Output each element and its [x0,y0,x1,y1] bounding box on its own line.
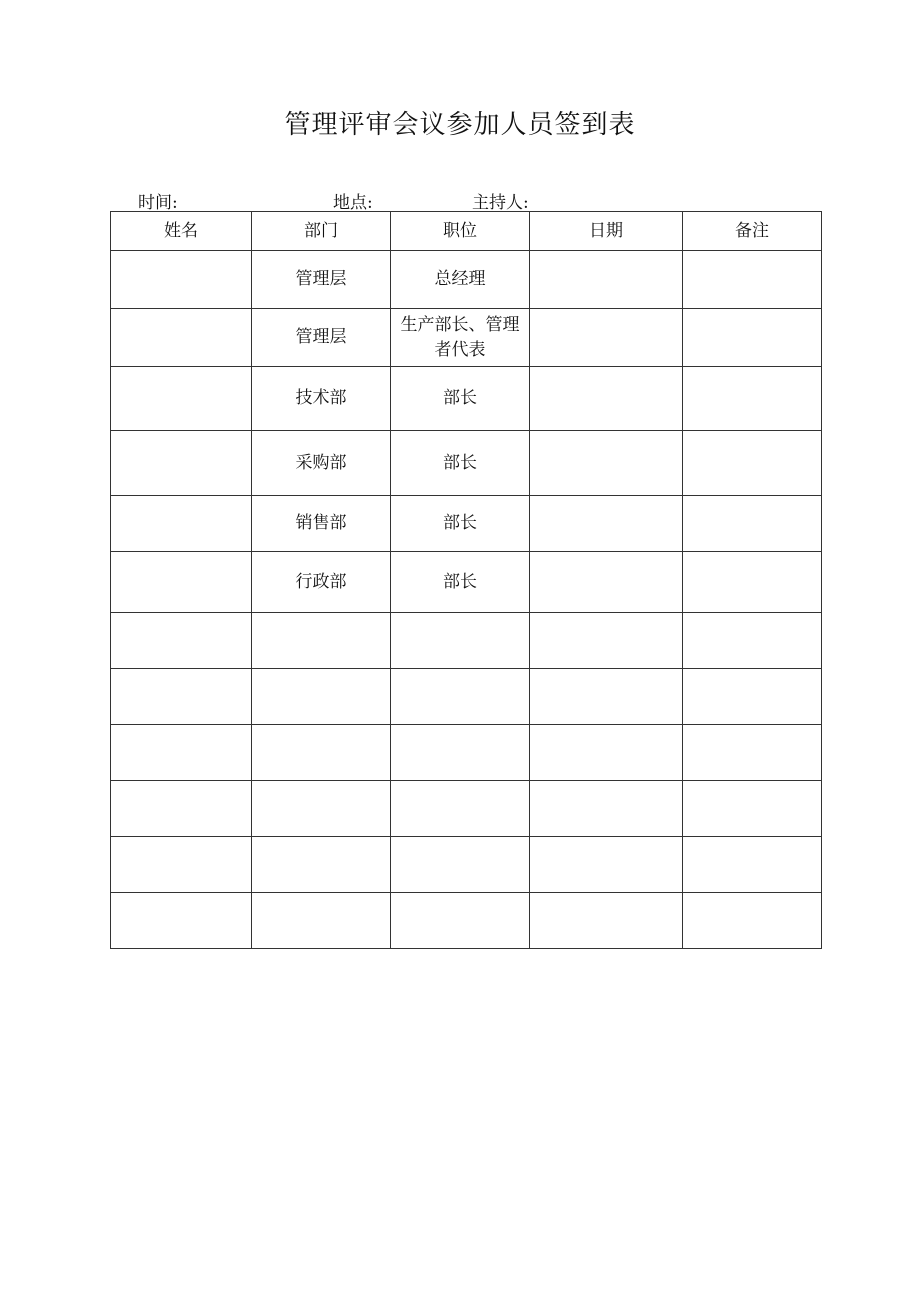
table-row [111,725,822,781]
cell-department: 销售部 [252,496,391,552]
cell-department: 管理层 [252,251,391,309]
cell-position[interactable] [391,669,530,725]
cell-remarks[interactable] [683,367,822,431]
cell-name[interactable] [111,367,252,431]
cell-department[interactable] [252,781,391,837]
cell-position: 部长 [391,431,530,496]
cell-department[interactable] [252,837,391,893]
table-header-row [111,212,822,251]
table-row [111,669,822,725]
time-label: 时间: [138,193,178,213]
cell-position[interactable] [391,837,530,893]
page-title: 管理评审会议参加人员签到表 [284,110,636,140]
cell-position: 总经理 [391,251,530,309]
cell-date[interactable] [530,309,683,367]
cell-department[interactable] [252,725,391,781]
cell-remarks[interactable] [683,496,822,552]
cell-remarks[interactable] [683,893,822,949]
cell-date[interactable] [530,837,683,893]
cell-name[interactable] [111,837,252,893]
table-row [111,781,822,837]
table-row [111,837,822,893]
cell-department: 管理层 [252,309,391,367]
cell-position[interactable] [391,893,530,949]
cell-name[interactable] [111,725,252,781]
cell-name[interactable] [111,251,252,309]
cell-name[interactable] [111,309,252,367]
cell-name[interactable] [111,496,252,552]
cell-date[interactable] [530,669,683,725]
cell-remarks[interactable] [683,309,822,367]
sign-in-table [110,211,822,949]
cell-department[interactable] [252,613,391,669]
cell-department: 行政部 [252,552,391,613]
column-header-remarks: 备注 [683,212,822,251]
cell-remarks[interactable] [683,613,822,669]
cell-name[interactable] [111,781,252,837]
cell-name[interactable] [111,669,252,725]
cell-department[interactable] [252,893,391,949]
cell-position[interactable] [391,725,530,781]
cell-date[interactable] [530,251,683,309]
cell-department: 采购部 [252,431,391,496]
cell-remarks[interactable] [683,431,822,496]
column-header-date: 日期 [530,212,683,251]
cell-remarks[interactable] [683,837,822,893]
cell-department: 技术部 [252,367,391,431]
table-row [111,367,822,431]
cell-remarks[interactable] [683,725,822,781]
cell-date[interactable] [530,725,683,781]
cell-remarks[interactable] [683,781,822,837]
cell-position[interactable] [391,781,530,837]
cell-date[interactable] [530,781,683,837]
cell-date[interactable] [530,431,683,496]
cell-date[interactable] [530,367,683,431]
table-row [111,309,822,367]
cell-position: 部长 [391,496,530,552]
cell-department[interactable] [252,669,391,725]
cell-date[interactable] [530,552,683,613]
cell-date[interactable] [530,893,683,949]
place-label: 地点: [333,193,373,213]
column-header-department: 部门 [252,212,391,251]
cell-name[interactable] [111,431,252,496]
cell-date[interactable] [530,613,683,669]
cell-name[interactable] [111,552,252,613]
table-row [111,496,822,552]
cell-position: 生产部长、管理者代表 [391,309,530,367]
cell-date[interactable] [530,496,683,552]
cell-position: 部长 [391,367,530,431]
cell-remarks[interactable] [683,552,822,613]
table-row [111,431,822,496]
table-row [111,893,822,949]
host-label: 主持人: [472,193,529,213]
column-header-position: 职位 [391,212,530,251]
cell-name[interactable] [111,613,252,669]
table-row [111,251,822,309]
table-row [111,552,822,613]
cell-position[interactable] [391,613,530,669]
cell-position: 部长 [391,552,530,613]
table-row [111,613,822,669]
cell-remarks[interactable] [683,251,822,309]
column-header-name: 姓名 [111,212,252,251]
cell-name[interactable] [111,893,252,949]
cell-remarks[interactable] [683,669,822,725]
